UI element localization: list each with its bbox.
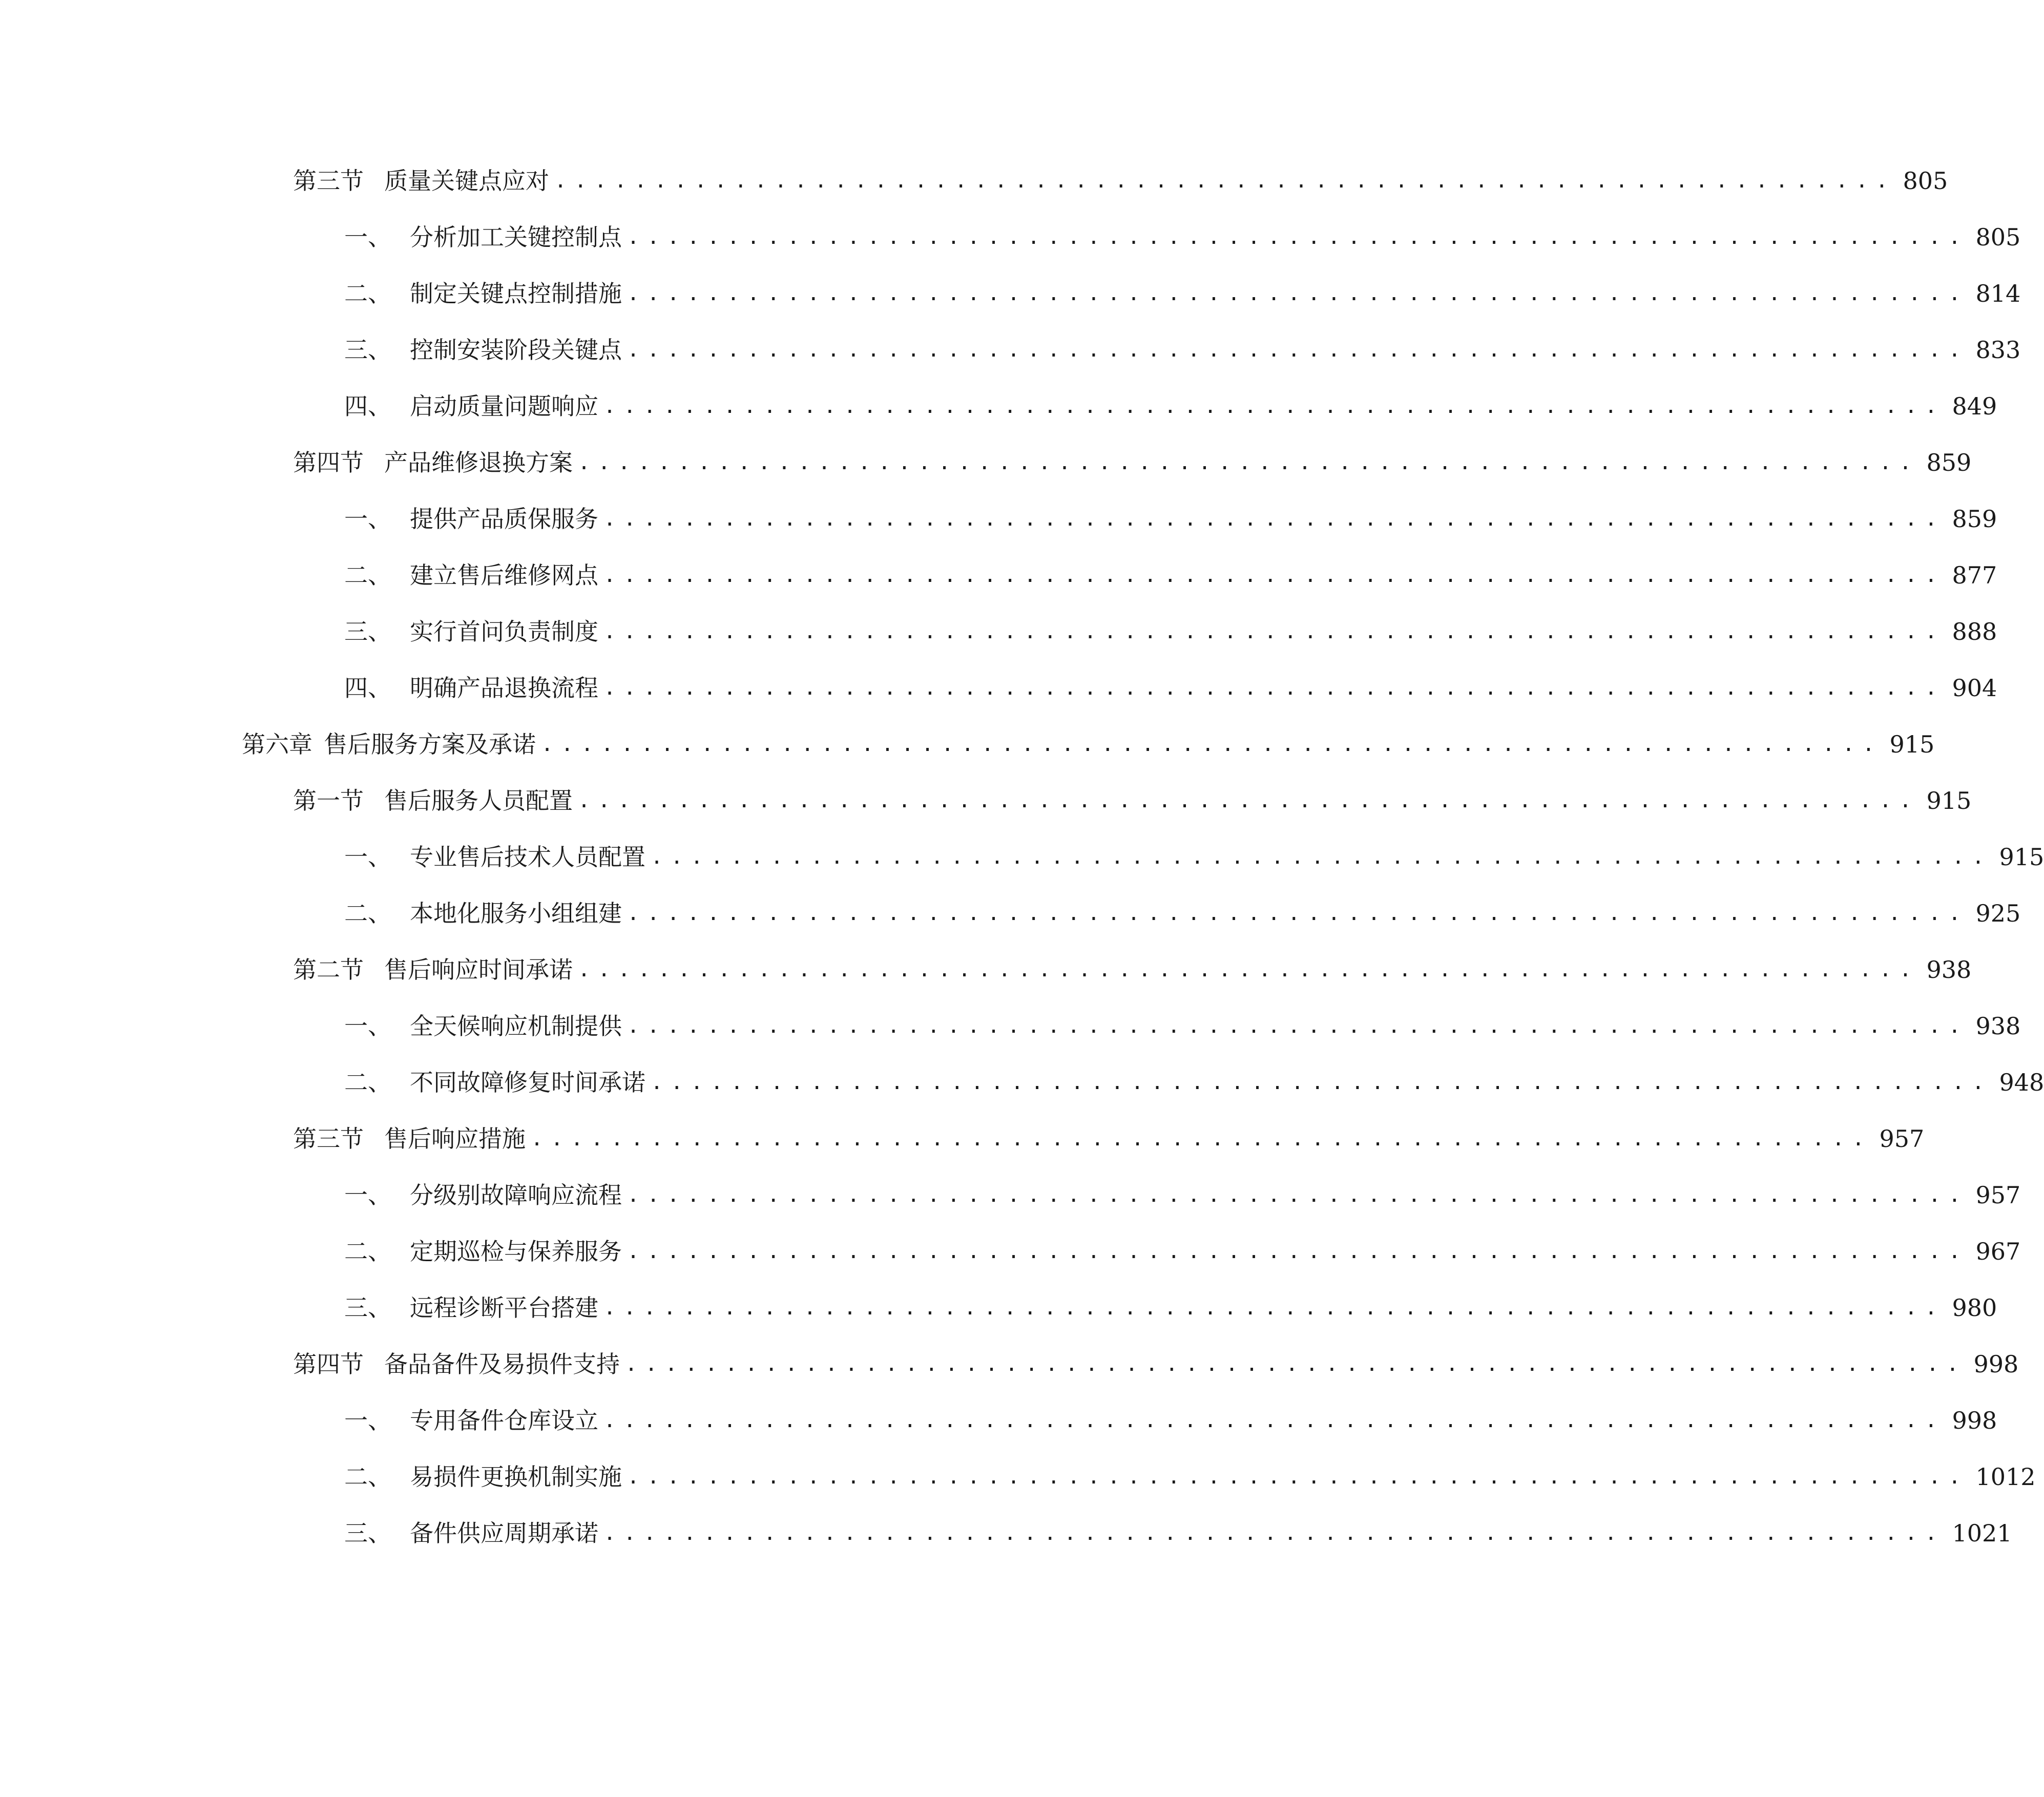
entry-title: 控制安装阶段关键点 [410, 336, 622, 364]
entry-page-number: 805 [1975, 223, 2021, 251]
entry-marker: 三、 [344, 336, 391, 364]
dot-leader: ................................................................... [603, 1409, 1945, 1432]
toc-entry[interactable] [344, 555, 1997, 596]
dot-leader: ................................................................... [625, 1352, 1967, 1376]
entry-page-number: 980 [1952, 1294, 1997, 1322]
entry-page-number: 888 [1952, 618, 1997, 645]
dot-leader: ................................................................... [603, 676, 1945, 700]
entry-title: 产品维修退换方案 [384, 449, 573, 476]
entry-page-number: 938 [1975, 1012, 2021, 1040]
entry-title: 分级别故障响应流程 [410, 1181, 622, 1209]
entry-title: 本地化服务小组组建 [410, 900, 622, 927]
entry-title: 明确产品退换流程 [410, 674, 598, 702]
entry-page-number: 915 [1926, 787, 1972, 814]
entry-title: 售后响应时间承诺 [384, 956, 573, 984]
entry-title: 定期巡检与保养服务 [410, 1238, 622, 1265]
entry-page-number: 805 [1903, 167, 1948, 195]
toc-entry[interactable] [242, 724, 1935, 765]
toc-entry[interactable] [344, 1006, 2021, 1047]
entry-title: 专用备件仓库设立 [410, 1407, 598, 1434]
dot-leader: ................................................................... [627, 1014, 1969, 1038]
dot-leader: ................................................................... [651, 845, 1992, 869]
entry-title: 不同故障修复时间承诺 [410, 1069, 645, 1096]
dot-leader: ................................................................... [627, 1465, 1969, 1489]
toc-entry[interactable] [344, 1400, 1997, 1441]
entry-page-number: 967 [1975, 1238, 2021, 1265]
entry-marker: 第一节 [293, 787, 364, 814]
entry-page-number: 833 [1975, 336, 2021, 364]
entry-marker: 第六章 [242, 730, 312, 758]
entry-marker: 二、 [344, 1463, 391, 1491]
toc-entry[interactable] [344, 893, 2021, 934]
entry-marker: 三、 [344, 1294, 391, 1322]
entry-page-number: 859 [1926, 449, 1972, 476]
dot-leader: ................................................................... [578, 451, 1920, 474]
toc-entry[interactable] [344, 611, 1997, 652]
dot-leader: ................................................................... [651, 1071, 1992, 1094]
entry-title: 质量关键点应对 [384, 167, 549, 195]
dot-leader: ................................................................... [603, 1521, 1945, 1545]
entry-marker: 二、 [344, 280, 391, 307]
entry-title: 售后服务方案及承诺 [324, 730, 536, 758]
entry-page-number: 814 [1975, 280, 2021, 307]
entry-page-number: 957 [1975, 1181, 2021, 1209]
entry-page-number: 948 [1999, 1069, 2044, 1096]
entry-title: 启动质量问题响应 [410, 392, 598, 420]
entry-title: 售后响应措施 [384, 1125, 526, 1153]
dot-leader: ................................................................... [603, 563, 1945, 587]
toc-entry[interactable] [344, 1456, 2036, 1497]
entry-title: 建立售后维修网点 [410, 561, 598, 589]
toc-entry[interactable] [293, 1118, 1925, 1159]
entry-marker: 第三节 [293, 1125, 364, 1153]
entry-marker: 二、 [344, 900, 391, 927]
entry-page-number: 957 [1879, 1125, 1925, 1153]
dot-leader: ................................................................... [578, 789, 1920, 812]
dot-leader: ................................................................... [603, 394, 1945, 418]
toc-entry[interactable] [344, 1287, 1997, 1328]
entry-marker: 二、 [344, 1238, 391, 1265]
entry-title: 售后服务人员配置 [384, 787, 573, 814]
entry-marker: 一、 [344, 223, 391, 251]
dot-leader: ................................................................... [627, 1240, 1969, 1263]
dot-leader: ................................................................... [603, 507, 1945, 531]
entry-page-number: 915 [1999, 843, 2044, 871]
entry-marker: 第四节 [293, 449, 364, 476]
entry-marker: 四、 [344, 392, 391, 420]
toc-entry[interactable] [344, 837, 2044, 877]
toc-entry[interactable] [293, 442, 1972, 483]
entry-marker: 三、 [344, 1519, 391, 1547]
entry-marker: 三、 [344, 618, 391, 645]
entry-marker: 第三节 [293, 167, 364, 195]
entry-marker: 二、 [344, 561, 391, 589]
entry-page-number: 998 [1952, 1407, 1997, 1434]
entry-page-number: 938 [1926, 956, 1972, 984]
toc-entry[interactable] [344, 386, 1997, 427]
dot-leader: ................................................................... [531, 1127, 1872, 1151]
dot-leader: ................................................................... [627, 282, 1969, 305]
toc-entry[interactable] [344, 273, 2021, 314]
toc-entry[interactable] [344, 329, 2021, 370]
toc-entry[interactable] [344, 1513, 2012, 1554]
entry-page-number: 877 [1952, 561, 1997, 589]
toc-entry[interactable] [344, 1062, 2044, 1103]
entry-marker: 一、 [344, 1012, 391, 1040]
dot-leader: ................................................................... [578, 958, 1920, 981]
entry-page-number: 859 [1952, 505, 1997, 533]
toc-entry[interactable] [293, 780, 1972, 821]
dot-leader: ................................................................... [627, 225, 1969, 249]
entry-marker: 一、 [344, 843, 391, 871]
toc-entry[interactable] [293, 1344, 2019, 1385]
entry-title: 备品备件及易损件支持 [384, 1350, 620, 1378]
entry-marker: 一、 [344, 1181, 391, 1209]
entry-marker: 一、 [344, 1407, 391, 1434]
toc-entry[interactable] [344, 1175, 2021, 1216]
toc-entry[interactable] [344, 667, 1997, 708]
dot-leader: ................................................................... [627, 338, 1969, 362]
entry-title: 备件供应周期承诺 [410, 1519, 598, 1547]
dot-leader: ................................................................... [541, 733, 1883, 756]
entry-title: 远程诊断平台搭建 [410, 1294, 598, 1322]
entry-marker: 四、 [344, 674, 391, 702]
toc-entry[interactable] [293, 949, 1972, 990]
entry-page-number: 915 [1889, 730, 1935, 758]
toc-entry[interactable] [344, 1231, 2021, 1272]
entry-page-number: 1012 [1975, 1463, 2036, 1491]
dot-leader: ................................................................... [627, 1183, 1969, 1207]
entry-marker: 第四节 [293, 1350, 364, 1378]
entry-page-number: 904 [1952, 674, 1997, 702]
dot-leader: ................................................................... [554, 169, 1896, 193]
entry-title: 提供产品质保服务 [410, 505, 598, 533]
dot-leader: ................................................................... [603, 1296, 1945, 1320]
entry-marker: 二、 [344, 1069, 391, 1096]
entry-title: 分析加工关键控制点 [410, 223, 622, 251]
entry-title: 实行首问负责制度 [410, 618, 598, 645]
entry-marker: 第二节 [293, 956, 364, 984]
entry-page-number: 1021 [1952, 1519, 2012, 1547]
toc-entry[interactable] [344, 498, 1997, 539]
dot-leader: ................................................................... [603, 620, 1945, 643]
entry-page-number: 849 [1952, 392, 1997, 420]
entry-page-number: 925 [1975, 900, 2021, 927]
entry-title: 易损件更换机制实施 [410, 1463, 622, 1491]
toc-entry[interactable] [293, 160, 1948, 201]
entry-marker: 一、 [344, 505, 391, 533]
entry-title: 专业售后技术人员配置 [410, 843, 645, 871]
entry-title: 全天候响应机制提供 [410, 1012, 622, 1040]
entry-title: 制定关键点控制措施 [410, 280, 622, 307]
entry-page-number: 998 [1973, 1350, 2019, 1378]
toc-entry[interactable] [344, 217, 2021, 258]
dot-leader: ................................................................... [627, 902, 1969, 925]
